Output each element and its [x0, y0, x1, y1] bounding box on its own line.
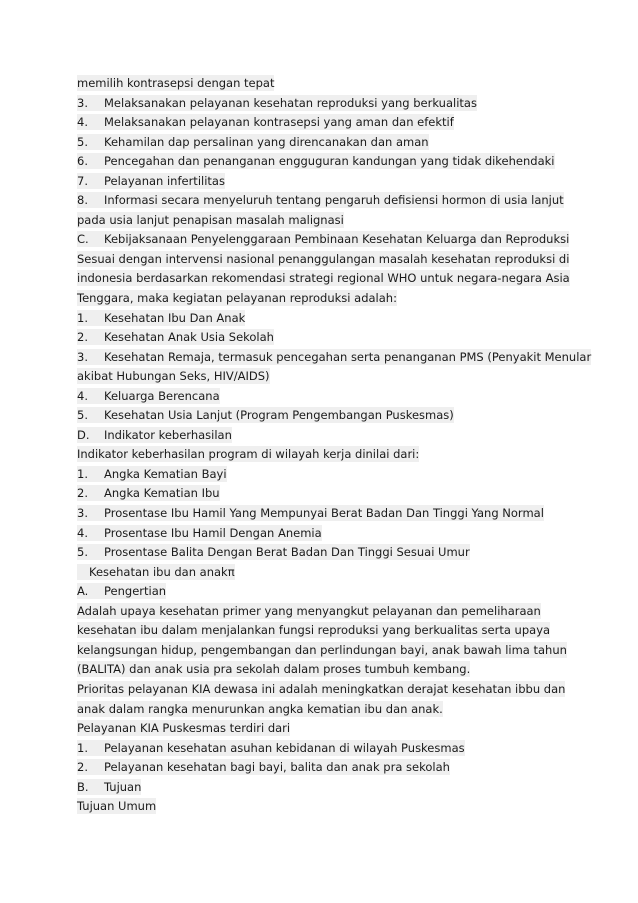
list-number: B.: [77, 779, 89, 794]
text-line: [77, 719, 577, 739]
line-text: pada usia lanjut penapisan masalah malignasi: [77, 212, 344, 227]
text-line-highlight: [77, 212, 344, 228]
list-number: 5.: [77, 408, 88, 423]
text-line: [77, 74, 577, 94]
text-line: [77, 309, 577, 329]
line-text: akibat Hubungan Seks, HIV/AIDS): [77, 369, 270, 384]
text-line: [77, 465, 577, 485]
text-line: [77, 778, 577, 798]
line-text: Prosentase Ibu Hamil Dengan Anemia: [104, 525, 322, 540]
text-line: [77, 211, 577, 231]
line-text: Pelayanan infertilitas: [104, 173, 225, 188]
text-line-highlight: [77, 407, 454, 423]
line-text: Pengertian: [104, 584, 167, 599]
text-line: [77, 367, 577, 387]
text-line-highlight: [77, 427, 232, 443]
line-text: Kebijaksanaan Penyelenggaraan Pembinaan Kesehatan Keluarga dan Reproduksi: [104, 232, 570, 247]
text-line-highlight: [77, 134, 429, 150]
line-text: Adalah upaya kesehatan primer yang menyangkut pelayanan dan pemeliharaan: [77, 603, 541, 618]
text-line: [77, 348, 592, 368]
text-line: [77, 250, 577, 270]
list-number: 1.: [77, 466, 88, 481]
line-text: Keluarga Berencana: [104, 388, 220, 403]
text-line: [77, 563, 577, 583]
list-number: C.: [77, 232, 89, 247]
line-text: Kesehatan ibu dan anakπ: [89, 564, 235, 579]
document-body: [77, 74, 592, 817]
list-number: 4.: [77, 115, 88, 130]
line-text: kesehatan ibu dalam menjalankan fungsi reproduksi yang berkualitas serta upaya: [77, 623, 551, 638]
text-line-highlight: [77, 349, 591, 365]
text-line-highlight: [77, 701, 443, 717]
line-text: Pelayanan kesehatan bagi bayi, balita dan anak pra sekolah: [104, 760, 450, 775]
text-line-highlight: [77, 231, 569, 247]
list-number: 2.: [77, 486, 88, 501]
text-line: [77, 445, 577, 465]
text-line: [77, 94, 577, 114]
line-text: indonesia berdasarkan rekomendasi strategi regional WHO untuk negara-negara Asia: [77, 271, 570, 286]
line-text: Prosentase Ibu Hamil Yang Mempunyai Berat Badan Dan Tinggi Yang Normal: [104, 506, 544, 521]
text-line: [77, 504, 577, 524]
text-line: [77, 328, 577, 348]
text-line: [77, 191, 577, 211]
list-number: 5.: [77, 134, 88, 149]
line-text: Prioritas pelayanan KIA dewasa ini adalah meningkatkan derajat kesehatan ibbu dan: [77, 681, 566, 696]
text-line-highlight: [77, 779, 141, 795]
text-line-highlight: [77, 740, 465, 756]
line-text: Angka Kematian Bayi: [104, 466, 227, 481]
list-number: 3.: [77, 349, 88, 364]
text-line: [77, 230, 577, 250]
text-line: [77, 680, 577, 700]
line-text: memilih kontrasepsi dengan tepat: [77, 76, 275, 90]
text-line-highlight: [77, 192, 564, 208]
list-number: D.: [77, 427, 90, 442]
text-line: [77, 602, 577, 622]
line-text: Pelayanan kesehatan asuhan kebidanan di wilayah Puskesmas: [104, 740, 465, 755]
text-line: [77, 387, 577, 407]
line-text: Tujuan Umum: [77, 799, 157, 814]
text-line-highlight: [77, 485, 220, 501]
text-line-highlight: [77, 505, 544, 521]
text-line-highlight: [77, 368, 270, 384]
line-text: Melaksanakan pelayanan kontrasepsi yang aman dan efektif: [104, 115, 454, 130]
text-line: [77, 700, 577, 720]
list-number: 2.: [77, 330, 88, 345]
text-line: [77, 739, 577, 759]
list-number: 3.: [77, 506, 88, 521]
text-line-highlight: [77, 720, 290, 736]
list-number: 8.: [77, 193, 88, 208]
list-number: 5.: [77, 545, 88, 560]
text-line-highlight: [77, 564, 235, 580]
text-line-highlight: [77, 642, 567, 658]
text-line-highlight: [77, 603, 541, 619]
text-line: [77, 543, 577, 563]
list-number: 1.: [77, 740, 88, 755]
text-line-highlight: [77, 583, 166, 599]
text-line-highlight: [77, 114, 454, 130]
text-line-highlight: [77, 525, 322, 541]
text-line: [77, 269, 577, 289]
line-text: Tujuan: [104, 779, 142, 794]
text-line-highlight: [77, 681, 565, 697]
text-line-highlight: [77, 290, 397, 306]
line-text: Kesehatan Usia Lanjut (Program Pengembangan Puskesmas): [104, 408, 454, 423]
line-text: Melaksanakan pelayanan kesehatan reproduksi yang berkualitas: [104, 95, 477, 110]
text-line-highlight: [77, 622, 550, 638]
list-number: 4.: [77, 525, 88, 540]
text-line: [77, 426, 577, 446]
text-line: [77, 524, 577, 544]
text-line-highlight: [77, 759, 450, 775]
line-text: Kehamilan dap persalinan yang direncanakan dan aman: [104, 134, 429, 149]
text-line-highlight: [77, 75, 274, 91]
line-text: Prosentase Balita Dengan Berat Badan Dan Tinggi Sesuai Umur: [104, 545, 470, 560]
text-line: [77, 660, 577, 680]
text-line-highlight: [77, 466, 227, 482]
text-line: [77, 406, 577, 426]
text-line-highlight: [77, 95, 477, 111]
text-line-highlight: [77, 270, 570, 286]
line-text: Pelayanan KIA Puskesmas terdiri dari: [77, 721, 291, 736]
text-line: [77, 133, 577, 153]
line-text: Sesuai dengan intervensi nasional penanggulangan masalah kesehatan reproduksi di: [77, 251, 570, 266]
text-line-highlight: [77, 388, 220, 404]
text-line: [77, 289, 577, 309]
line-text: Informasi secara menyeluruh tentang pengaruh defisiensi hormon di usia lanjut: [104, 193, 564, 208]
list-number: 3.: [77, 95, 88, 110]
text-line-highlight: [77, 251, 569, 267]
list-number: 7.: [77, 173, 88, 188]
line-text: (BALITA) dan anak usia pra sekolah dalam proses tumbuh kembang.: [77, 662, 471, 677]
line-text: Kesehatan Remaja, termasuk pencegahan serta penanganan PMS (Penyakit Menular: [104, 349, 592, 364]
line-text: Indikator keberhasilan program di wilayah kerja dinilai dari:: [77, 447, 420, 462]
text-line: [77, 641, 577, 661]
list-number: 1.: [77, 310, 88, 325]
line-text: Kesehatan Ibu Dan Anak: [104, 310, 246, 325]
line-text: Angka Kematian Ibu: [104, 486, 220, 501]
text-line: [77, 484, 577, 504]
list-number: 2.: [77, 760, 88, 775]
text-line-highlight: [77, 661, 470, 677]
line-text: Pencegahan dan penanganan engguguran kandungan yang tidak dikehendaki: [104, 154, 555, 169]
text-line: [77, 621, 577, 641]
list-number: 6.: [77, 154, 88, 169]
text-line: [77, 797, 577, 817]
line-text: anak dalam rangka menurunkan angka kematian ibu dan anak.: [77, 701, 443, 716]
text-line-highlight: [77, 446, 419, 462]
text-line: [77, 758, 577, 778]
list-number: 4.: [77, 388, 88, 403]
text-line-highlight: [77, 153, 555, 169]
text-line: [77, 582, 577, 602]
text-line-highlight: [77, 798, 156, 814]
line-text: kelangsungan hidup, pengembangan dan perlindungan bayi, anak bawah lima tahun: [77, 642, 567, 657]
text-line-highlight: [77, 173, 225, 189]
text-line-highlight: [77, 310, 245, 326]
text-line-highlight: [77, 544, 470, 560]
text-line-highlight: [77, 329, 274, 345]
line-text: Tenggara, maka kegiatan pelayanan reproduksi adalah:: [77, 291, 397, 306]
text-line: [77, 172, 577, 192]
line-text: Indikator keberhasilan: [104, 427, 232, 442]
list-number: A.: [77, 584, 89, 599]
text-line: [77, 113, 577, 133]
line-text: Kesehatan Anak Usia Sekolah: [104, 330, 274, 345]
text-line: [77, 152, 577, 172]
